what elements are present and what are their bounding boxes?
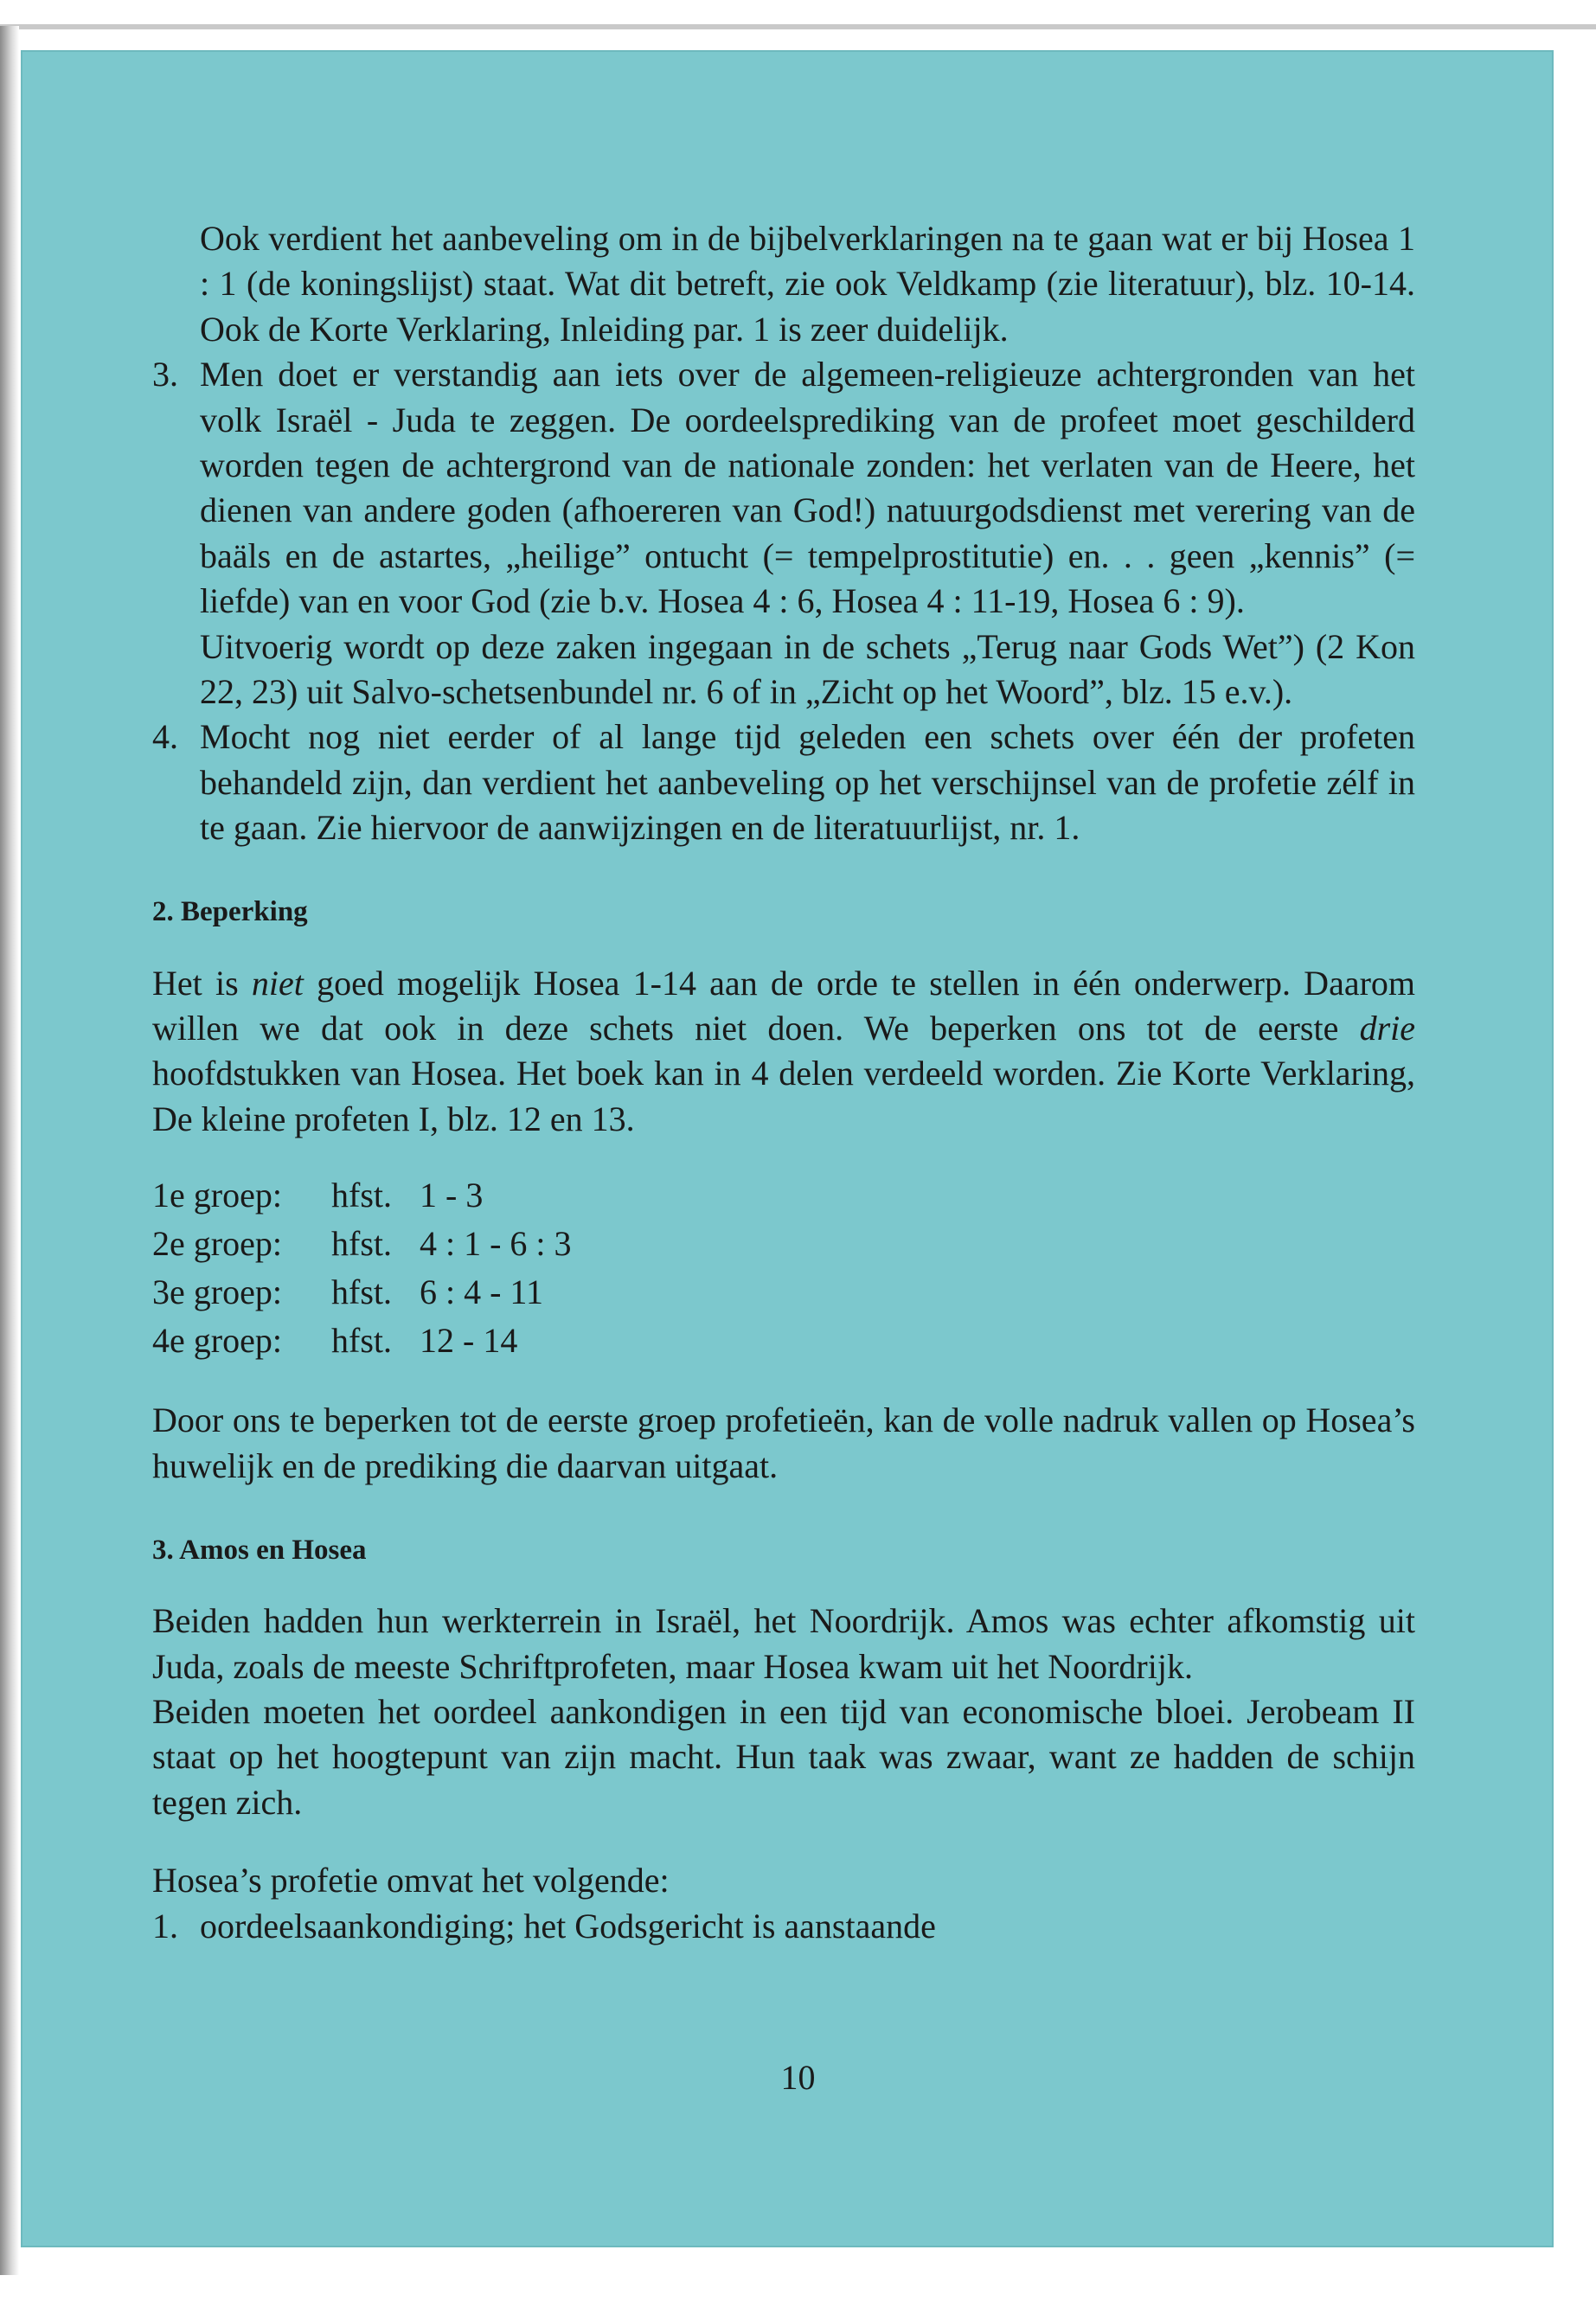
amos-paragraph-2: Beiden moeten het oordeel aankondigen in een tijd van economische bloei. Jerobeam II staat op het hoogtepunt van zijn macht. Hun taak was zwaar, want ze hadden de schijn tegen zich.: [152, 1692, 1415, 1822]
list-item-3: [152, 352, 1415, 624]
amos-paragraph-1: Beiden hadden hun werkterrein in Israël, het Noordrijk. Amos was echter afkomstig uit Juda, zoals de meeste Schriftprofeten, maar Hosea kwam uit het Noordrijk.: [152, 1601, 1415, 1686]
list-item-text: Men doet er verstandig aan iets over de algemeen-religieuze achtergronden van het volk Israël - Juda te zeggen. De oordeelsprediking van de profeet moet geschilderd worden tegen de achtergrond van de nationale zonden: het verlaten van de Heere, het dienen van andere goden (afhoereren van God!) natuurgodsdienst met verering van de baäls en de astartes, „heilige” ontucht (= tempelprostitutie) en. . . geen „kennis” (= liefde) van en voor God (zie b.v. Hosea 4 : 6, Hosea 4 : 11-19, Hosea 6 : 9).: [200, 355, 1415, 621]
group-hfst: hfst.: [331, 1321, 392, 1361]
group-row: [152, 1171, 1415, 1220]
group-label: 3e groep:: [152, 1272, 282, 1312]
list-item-text: oordeelsaankondiging; het Godsgericht is aanstaande: [200, 1906, 936, 1945]
list-item-4: [152, 715, 1415, 850]
group-label: 1e groep:: [152, 1176, 282, 1215]
list-number: 1.: [152, 1906, 178, 1945]
emphasis-drie: drie: [1359, 1009, 1415, 1048]
group-range: 4 : 1 - 6 : 3: [420, 1224, 572, 1264]
intro-paragraph: Ook verdient het aanbeveling om in de bijbelverklaringen na te gaan wat er bij Hosea 1 : 1 (de koningslijst) staat. Wat dit betreft, zie ook Veldkamp (zie literatuur), blz. 10-14. Ook de Korte Verklaring, Inleiding par. 1 is zeer duidelijk.: [200, 219, 1415, 349]
text-run: hoofdstukken van Hosea. Het boek kan in 4 delen verdeeld worden. Zie Korte Verklaring, De kleine profeten I, blz. 12 en 13.: [152, 1054, 1415, 1138]
list-number: 3.: [152, 355, 178, 394]
chapter-groups: [152, 1171, 1415, 1365]
group-hfst: hfst.: [331, 1224, 392, 1264]
group-range: 12 - 14: [420, 1321, 518, 1361]
group-hfst: hfst.: [331, 1176, 392, 1215]
group-row: [152, 1317, 1415, 1365]
group-hfst: hfst.: [331, 1272, 392, 1312]
section-heading-amos-hosea: 3. Amos en Hosea: [152, 1535, 367, 1567]
scan-edge-left: [0, 26, 19, 2275]
list-item-3-continuation: Uitvoerig wordt op deze zaken ingegaan in de schets „Terug naar Gods Wet”) (2 Kon 22, 23) uit Salvo-schetsenbundel nr. 6 of in „Zicht op het Woord”, blz. 15 e.v.).: [200, 626, 1415, 711]
group-label: 4e groep:: [152, 1321, 282, 1361]
group-label: 2e groep:: [152, 1224, 282, 1264]
text-run: Het is: [152, 963, 252, 1003]
group-row: [152, 1220, 1415, 1268]
page-content: [152, 216, 1415, 1949]
page-number: 10: [780, 2058, 816, 2097]
group-range: 6 : 4 - 11: [420, 1272, 543, 1312]
emphasis-niet: niet: [251, 963, 304, 1003]
group-range: 1 - 3: [420, 1176, 484, 1215]
group-row: [152, 1268, 1415, 1317]
scan-edge-top: [0, 24, 1596, 29]
list-item-text: Mocht nog niet eerder of al lange tijd geleden een schets over één der profeten behandeld zijn, dan verdient het aanbeveling op het verschijnsel van de profetie zélf in te gaan. Zie hiervoor de aanwijzingen en de literatuurlijst, nr. 1.: [200, 717, 1415, 848]
section-heading-beperking: 2. Beperking: [152, 896, 308, 928]
beperking-paragraph: [152, 961, 1415, 1143]
beperking-conclusion: Door ons te beperken tot de eerste groep profetieën, kan de volle nadruk vallen op Hosea’s huwelijk en de prediking die daarvan uitgaat.: [152, 1400, 1415, 1485]
text-run: goed mogelijk Hosea 1-14 aan de orde te stellen in één onderwerp. Daarom willen we dat ook in deze schets niet doen. We beperken ons tot de eerste: [152, 963, 1416, 1048]
prophecy-list-item-1: [152, 1904, 1415, 1949]
amos-paragraph-3: Hosea’s profetie omvat het volgende:: [152, 1861, 670, 1900]
list-number: 4.: [152, 717, 178, 757]
